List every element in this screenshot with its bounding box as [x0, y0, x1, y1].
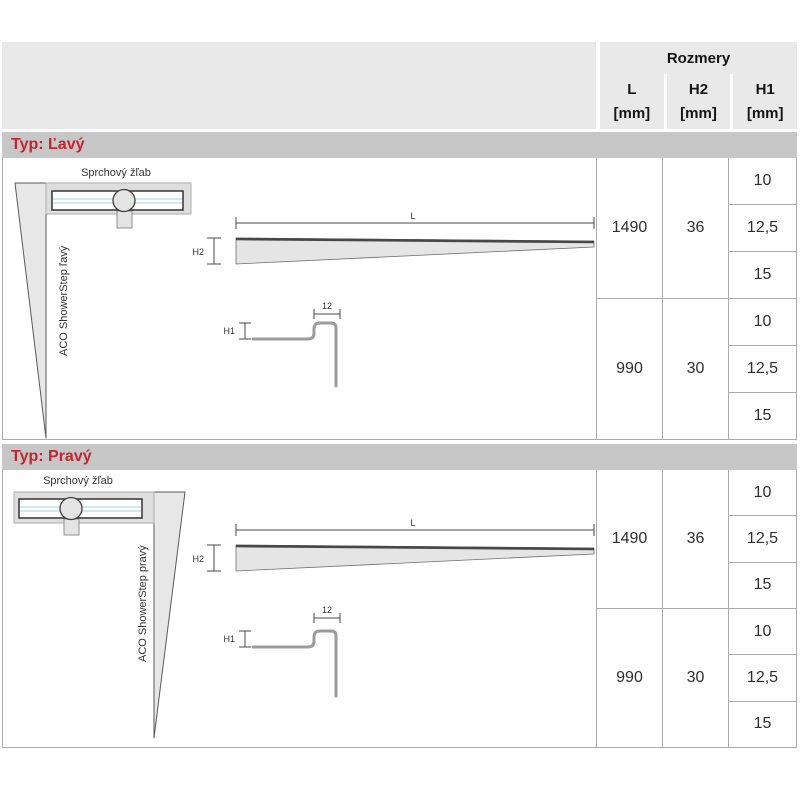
l-value-cell: 990: [616, 669, 643, 686]
h1-value-cell: 15: [753, 407, 772, 424]
dimensions-header: [600, 42, 797, 129]
length-dim-label: L: [410, 518, 416, 528]
h1-value-cell: 12,5: [729, 516, 796, 562]
column-unit: [mm]: [613, 105, 651, 122]
column-name: H2: [688, 81, 709, 98]
h1-value-cell: 10: [729, 158, 796, 205]
product-label: ACO ShowerStep ľavý: [58, 245, 70, 356]
h1-value-cell: 12,5: [729, 205, 796, 252]
h2-value-cell: 30: [686, 669, 705, 686]
diagram-cell-lavy: [3, 158, 597, 439]
channel-label: Sprchový žľab: [81, 167, 151, 179]
drain-circle: [113, 190, 135, 212]
h2-value-cell: 36: [663, 470, 728, 609]
h2-value-cell: 36: [663, 158, 728, 299]
h1-value-cell: 15: [729, 252, 796, 299]
table-header: [2, 42, 797, 129]
h1-value-cell: 10: [729, 609, 796, 655]
section-pravy: [2, 470, 797, 748]
diagram-cell-pravy: [3, 470, 597, 747]
column-header-h2: [667, 74, 731, 129]
h2-value-cell: 30: [686, 360, 705, 377]
h1-value-cell: 10: [729, 299, 796, 346]
profile-outline: [253, 323, 336, 386]
step-height-dim-label: H1: [223, 326, 235, 336]
section-lavy: [2, 158, 797, 440]
l-value-cell: 990: [616, 360, 643, 377]
step-height-dim-label: H1: [223, 634, 235, 644]
length-dim-label: L: [410, 211, 416, 221]
plan-wedge-shape: [154, 492, 185, 738]
drain-outlet: [117, 211, 132, 228]
product-label: ACO ShowerStep pravý: [137, 545, 149, 662]
section-title: Typ: Pravý: [11, 448, 92, 465]
top-width-dim-label: 12: [321, 301, 333, 311]
h1-value-cell: 12,5: [729, 655, 796, 701]
l-value-cell: 1490: [597, 470, 662, 609]
l-value-cell: 1490: [597, 158, 662, 299]
column-name: L: [627, 81, 637, 98]
section-title: Typ: Ľavý: [11, 136, 85, 153]
h2-column: [663, 470, 729, 747]
h1-value-cell: 15: [753, 715, 772, 733]
l-column: [597, 158, 663, 439]
h1-value-cell: 15: [729, 563, 796, 609]
dimension-columns: [600, 74, 797, 129]
h1-column: [729, 158, 796, 439]
h1-column: [729, 470, 796, 747]
plan-wedge-shape: [15, 183, 46, 438]
channel-label: Sprchový žľab: [43, 475, 113, 487]
column-header-l: [600, 74, 664, 129]
column-name: H1: [755, 81, 775, 98]
height-dim-label: H2: [192, 554, 204, 564]
h1-value-cell: 12,5: [729, 346, 796, 393]
column-unit: [mm]: [746, 105, 784, 122]
h2-column: [663, 158, 729, 439]
technical-drawing-pravy: [3, 470, 596, 747]
section-banner-lavy: [2, 132, 797, 158]
height-dim-line: [207, 545, 221, 571]
l-column: [597, 470, 663, 747]
drain-circle: [60, 498, 82, 520]
h1-value-cell: 10: [729, 470, 796, 516]
height-dim-label: H2: [192, 247, 204, 257]
technical-drawing-lavy: [3, 158, 596, 439]
drain-outlet: [64, 519, 79, 535]
step-height-dim-line: [239, 631, 251, 647]
section-banner-pravy: [2, 444, 797, 470]
step-height-dim-line: [239, 323, 251, 339]
column-header-h1: [733, 74, 797, 129]
top-width-dim-label: 12: [321, 605, 333, 615]
height-dim-line: [207, 238, 221, 264]
column-unit: [mm]: [680, 105, 717, 122]
profile-outline: [253, 631, 336, 696]
dimensions-group-label: Rozmery: [600, 42, 797, 74]
header-spacer: [2, 42, 596, 129]
